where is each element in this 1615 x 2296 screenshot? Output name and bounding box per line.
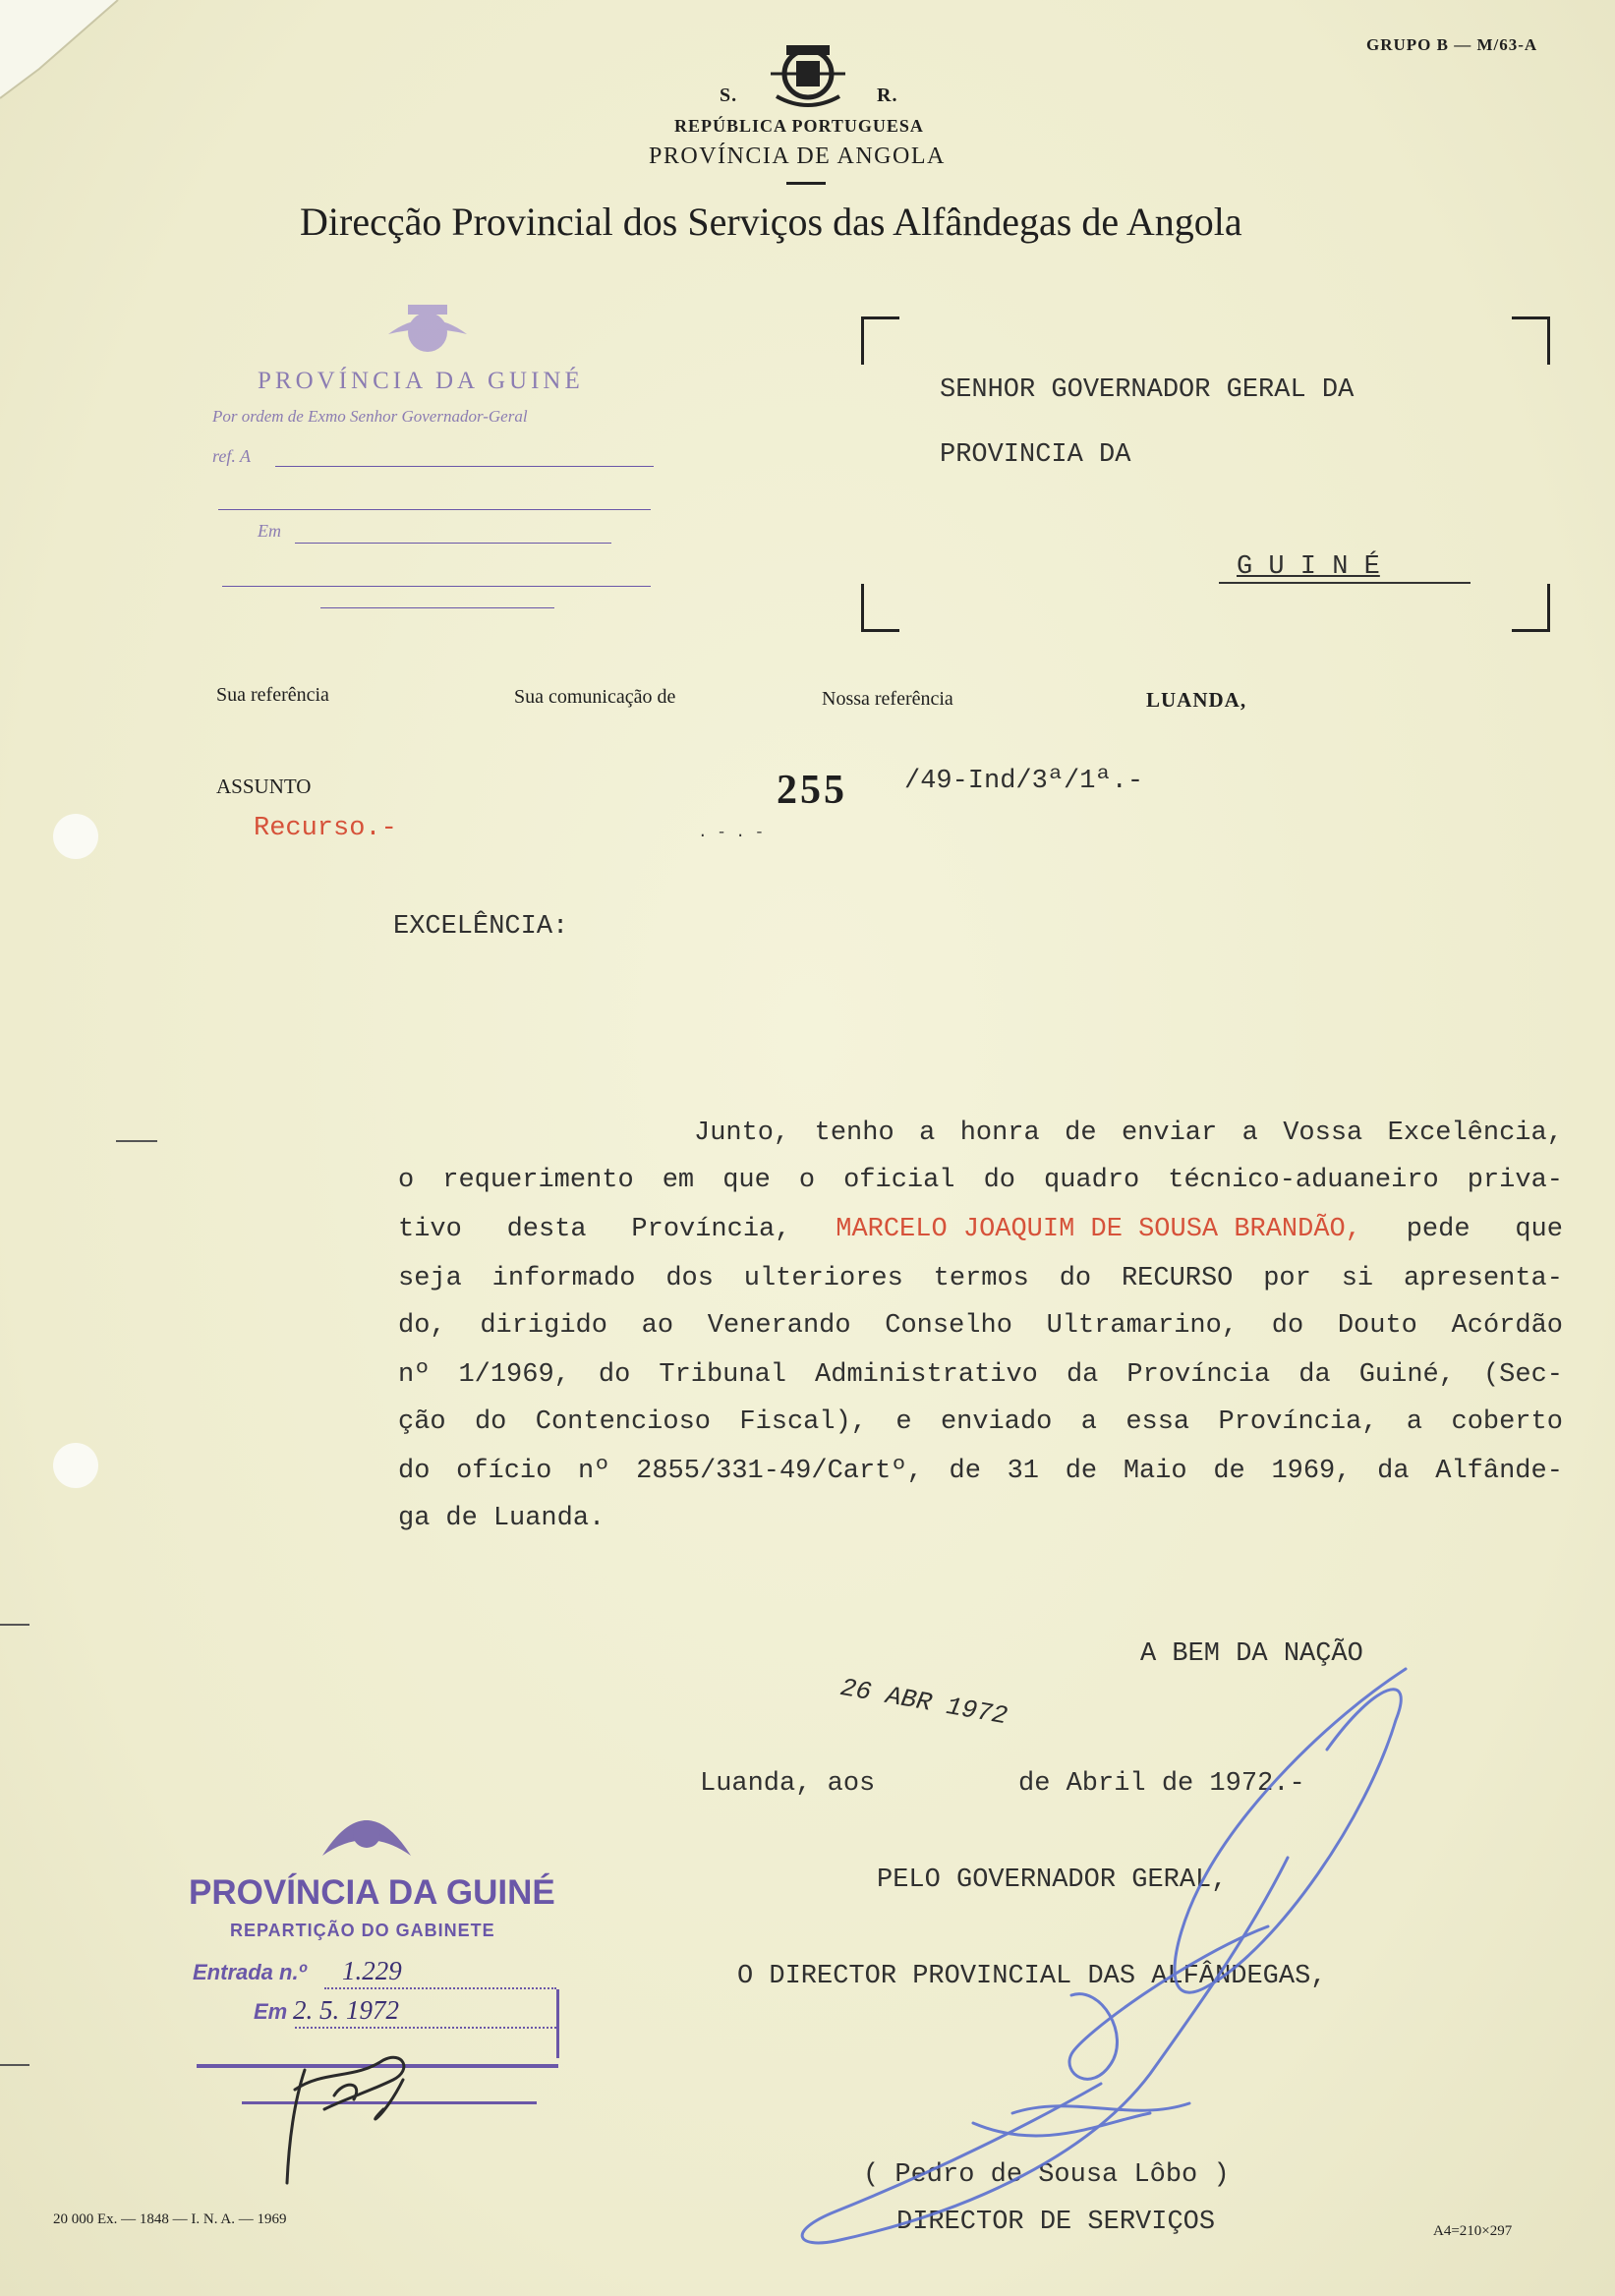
cabinet-stamp-title: PROVÍNCIA DA GUINÉ [189, 1873, 555, 1912]
margin-tick [0, 2064, 29, 2066]
margin-tick [116, 1140, 157, 1142]
print-info: 20 000 Ex. — 1848 — I. N. A. — 1969 [53, 2211, 287, 2227]
body-word: desta [506, 1215, 587, 1244]
body-line [398, 1166, 1563, 1195]
body-word: a [919, 1119, 936, 1148]
body-word: si [1341, 1264, 1374, 1293]
signatory-role: DIRECTOR DE SERVIÇOS [896, 2208, 1216, 2237]
cabinet-stamp-right-edge [556, 1989, 559, 2058]
body-word: ulteriores [743, 1264, 903, 1293]
torn-corner [0, 0, 138, 108]
addressee-bracket-tl [861, 316, 899, 365]
body-word: nº [578, 1457, 610, 1486]
nossa-referencia-label: Nossa referência [822, 688, 953, 710]
body-word: informado [491, 1264, 636, 1293]
r-letter: R. [877, 85, 898, 106]
body-word: tivo [398, 1215, 462, 1244]
body-word: honra [959, 1119, 1040, 1148]
body-word: por [1263, 1264, 1311, 1293]
body-word: 1969, [1271, 1457, 1352, 1486]
salutation: EXCELÊNCIA: [393, 912, 569, 942]
body-word: a [1406, 1407, 1423, 1437]
body-word: da [1066, 1360, 1099, 1390]
body-word: pede [1406, 1215, 1471, 1244]
s-letter: S. [720, 85, 738, 106]
body-word: Tribunal [659, 1360, 786, 1390]
body-line [398, 1311, 1563, 1341]
place-label: LUANDA, [1146, 688, 1247, 712]
addressee-bracket-tr [1512, 316, 1550, 365]
province-heading: PROVÍNCIA DE ANGOLA [649, 144, 946, 169]
reference-dots: . - . - [698, 824, 765, 841]
body-word: nº [398, 1360, 431, 1390]
body-word: (Sec- [1482, 1360, 1563, 1390]
body-word: RECURSO [1121, 1264, 1234, 1293]
subject-value [254, 814, 397, 843]
addressee-line-2: PROVINCIA DA [940, 440, 1131, 470]
body-word: essa [1125, 1407, 1190, 1437]
body-word: técnico-aduaneiro [1168, 1166, 1439, 1195]
body-word: o [398, 1166, 415, 1195]
reference-number: 255 [777, 768, 847, 813]
body-word: e [895, 1407, 912, 1437]
received-stamp-order: Por ordem de Exmo Senhor Governador-Geral [212, 407, 528, 426]
received-stamp-title: PROVÍNCIA DA GUINÉ [258, 368, 584, 394]
body-word: Excelência, [1387, 1119, 1563, 1148]
body-word: em [662, 1166, 695, 1195]
addressee-bracket-br [1512, 584, 1550, 632]
body-word: Acórdão [1451, 1311, 1563, 1341]
addressee-line-1: SENHOR GOVERNADOR GERAL DA [940, 375, 1355, 405]
body-word: Província, [1218, 1407, 1378, 1437]
sua-comunicacao-label: Sua comunicação de [514, 686, 676, 708]
cabinet-entrada-label: Entrada n.º [193, 1960, 307, 1984]
body-word: que [1515, 1215, 1563, 1244]
republic-heading: REPÚBLICA PORTUGUESA [674, 116, 924, 136]
punch-hole-bottom [53, 1443, 98, 1488]
body-word: do, [398, 1311, 446, 1341]
body-word: ga [398, 1504, 431, 1533]
body-word: Venerando [707, 1311, 851, 1341]
body-word: coberto [1451, 1407, 1563, 1437]
body-word: Maio [1123, 1457, 1187, 1486]
body-word: priva- [1467, 1166, 1563, 1195]
body-word: Província, [631, 1215, 791, 1244]
body-word: ao [641, 1311, 674, 1341]
subject-label: ASSUNTO [216, 775, 312, 798]
body-word: termos [933, 1264, 1029, 1293]
body-word: ofício [456, 1457, 552, 1486]
body-line [398, 1360, 1563, 1390]
body-word: o [798, 1166, 816, 1195]
body-word: de [1065, 1119, 1097, 1148]
body-word: do [398, 1457, 431, 1486]
body-word: dos [665, 1264, 714, 1293]
received-stamp-em-label: Em [258, 521, 281, 541]
body-word: do [1271, 1311, 1304, 1341]
body-word: Junto, [694, 1119, 790, 1148]
province-crest-icon [383, 295, 472, 364]
body-line [398, 1215, 1563, 1244]
body-word: do [983, 1166, 1015, 1195]
body-line [398, 1407, 1563, 1437]
paper-size: A4=210×297 [1433, 2223, 1513, 2239]
cabinet-entrada-line [324, 1987, 556, 1989]
body-word: Alfânde- [1435, 1457, 1563, 1486]
body-word: quadro [1044, 1166, 1140, 1195]
subject-value-text: Recurso.- [254, 814, 397, 843]
body-word: Província [1126, 1360, 1271, 1390]
body-word: que [722, 1166, 771, 1195]
body-word: MARCELO JOAQUIM DE SOUSA BRANDÃO, [836, 1215, 1361, 1244]
place-date-suffix: de Abril de 1972.- [1018, 1769, 1305, 1799]
cabinet-initials [265, 2040, 442, 2188]
body-word: requerimento [442, 1166, 634, 1195]
body-word: de [445, 1504, 478, 1533]
place-date-prefix: Luanda, aos [700, 1769, 876, 1799]
addressee-bracket-bl [861, 584, 899, 632]
reference-code: /49-Ind/3ª/1ª.- [904, 767, 1144, 796]
body-word: oficial [843, 1166, 955, 1195]
cabinet-stamp-subtitle: REPARTIÇÃO DO GABINETE [230, 1921, 495, 1940]
body-word: Conselho [885, 1311, 1012, 1341]
body-line [398, 1264, 1563, 1293]
heading-underline [786, 182, 826, 185]
stamp-line-4 [222, 586, 651, 587]
department-title: Direcção Provincial dos Serviços das Alfândegas de Angola [300, 200, 1242, 244]
body-line [398, 1457, 1563, 1486]
body-word: enviar [1121, 1119, 1218, 1148]
body-word: tenho [814, 1119, 894, 1148]
cabinet-crest-icon [313, 1795, 421, 1864]
addressee-line-3: G U I N É [1237, 552, 1380, 582]
coat-of-arms-icon [767, 37, 849, 110]
body-word: Administrativo [815, 1360, 1038, 1390]
body-word: Ultramarino, [1046, 1311, 1239, 1341]
stamp-ref-line [275, 466, 654, 467]
body-word: ção [398, 1407, 446, 1437]
body-word: Contencioso [535, 1407, 711, 1437]
body-word: dirigido [480, 1311, 607, 1341]
body-word: a [1241, 1119, 1258, 1148]
signatory-name: ( Pedro de Sousa Lôbo ) [863, 2160, 1230, 2190]
body-word: do [474, 1407, 507, 1437]
body-word: de [1065, 1457, 1098, 1486]
body-word: enviado [940, 1407, 1053, 1437]
director-title: O DIRECTOR PROVINCIAL DAS ALFÂNDEGAS, [737, 1962, 1327, 1991]
body-word: a [1080, 1407, 1097, 1437]
margin-tick [0, 1624, 29, 1626]
body-word: do [598, 1360, 631, 1390]
sua-referencia-label: Sua referência [216, 684, 329, 706]
stamp-line-2 [218, 509, 651, 510]
signature [777, 1661, 1435, 2251]
body-word: de [949, 1457, 981, 1486]
stamp-line-5 [320, 607, 554, 608]
body-word: 2855/331-49/Cartº, [636, 1457, 923, 1486]
closing-motto: A BEM DA NAÇÃO [1140, 1639, 1363, 1669]
date-stamp: 26 ABR 1972 [837, 1673, 1010, 1732]
body-word: Luanda. [492, 1504, 606, 1533]
body-word: de [1213, 1457, 1245, 1486]
body-word: seja [398, 1264, 462, 1293]
received-stamp-ref-label: ref. A [212, 446, 251, 466]
body-word: da [1377, 1457, 1410, 1486]
body-word: do [1059, 1264, 1092, 1293]
cabinet-em-label: Em [254, 1999, 288, 2024]
body-word: Fiscal), [739, 1407, 867, 1437]
body-word: 31 [1007, 1457, 1040, 1486]
body-word: Vossa [1283, 1119, 1363, 1148]
cabinet-em-value: 2. 5. 1972 [293, 1995, 399, 2025]
punch-hole-top [53, 814, 98, 859]
body-word: 1/1969, [458, 1360, 570, 1390]
body-line [694, 1119, 1563, 1148]
stamp-em-line [295, 543, 611, 544]
addressee-underline [1219, 582, 1471, 584]
pelo-governador: PELO GOVERNADOR GERAL, [877, 1866, 1228, 1895]
group-code: GRUPO B — M/63-A [1366, 35, 1538, 54]
cabinet-em-line [295, 2027, 556, 2029]
body-line [398, 1504, 1563, 1533]
body-word: Douto [1337, 1311, 1417, 1341]
body-word: da [1298, 1360, 1331, 1390]
cabinet-entrada-value: 1.229 [342, 1956, 402, 1985]
body-word: apresenta- [1403, 1264, 1563, 1293]
body-word: Guiné, [1358, 1360, 1455, 1390]
